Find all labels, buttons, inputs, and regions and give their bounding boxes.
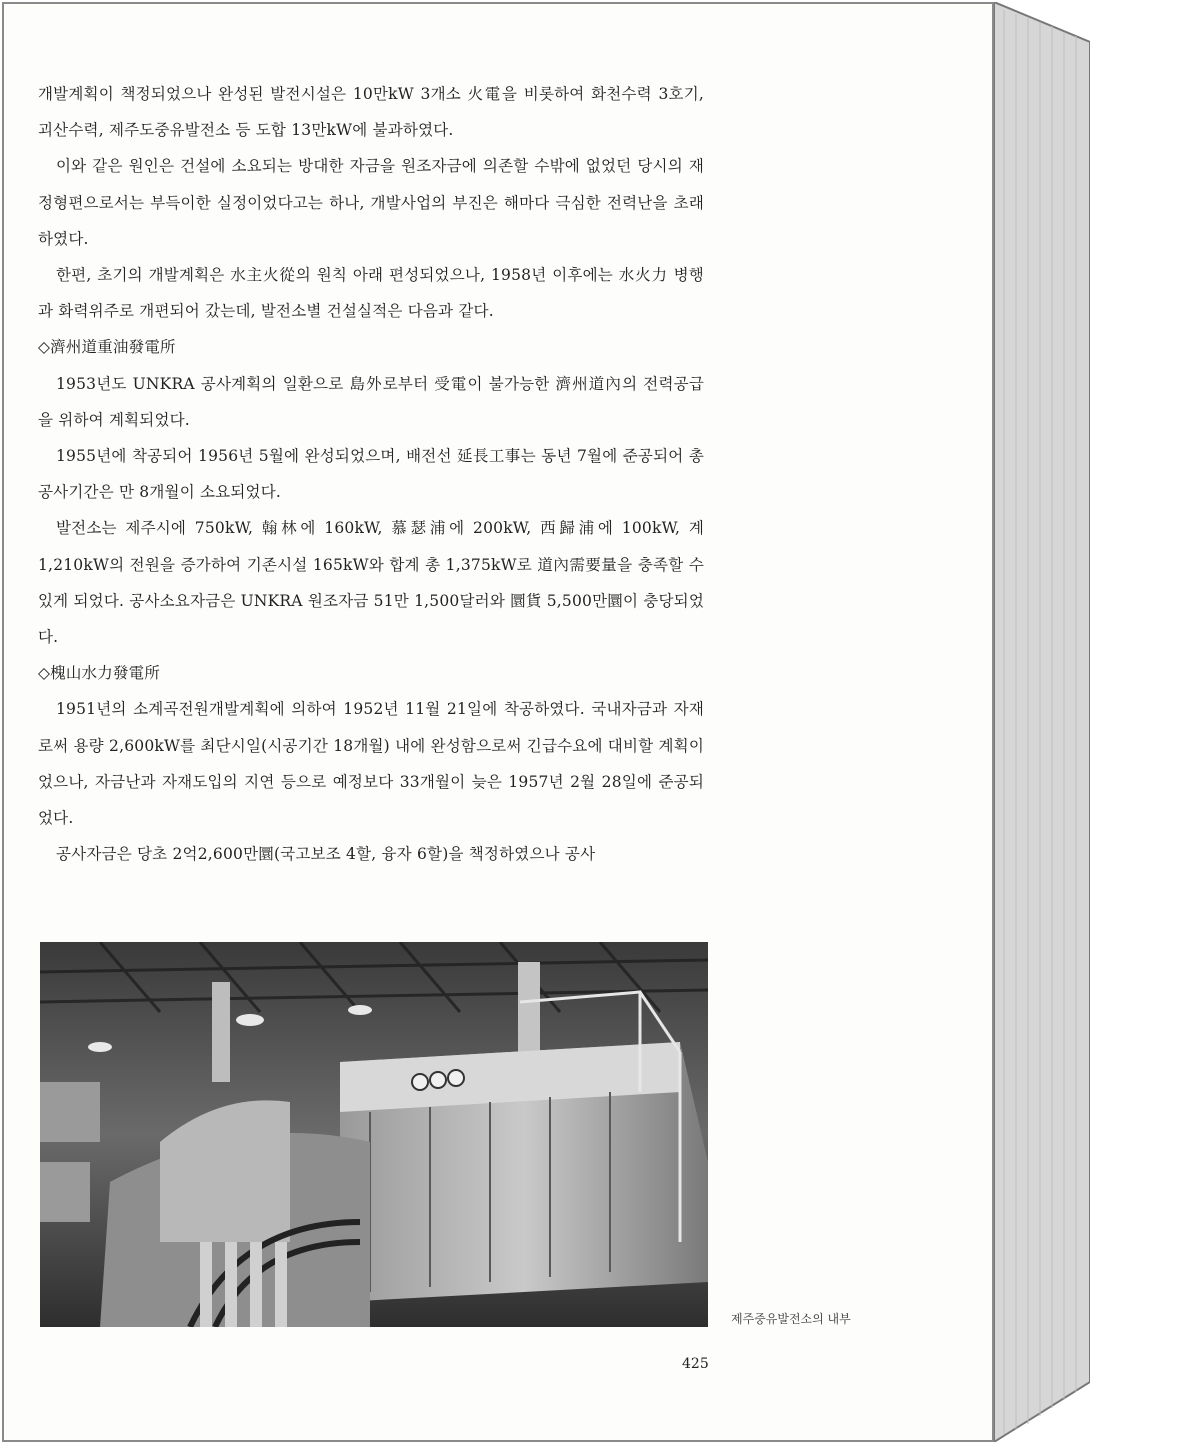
book-page xyxy=(2,2,994,1442)
book-page-edges xyxy=(994,2,1090,1442)
paragraph-2: 이와 같은 원인은 건설에 소요되는 방대한 자금을 원조자금에 의존할 수밖에 없었던 당시의 재정형편으로서는 부득이한 실정이었다고는 하나, 개발사업의 부진은 해마다 극심한 전력난을 초래하였다. xyxy=(38,157,704,248)
power-plant-interior-photo xyxy=(40,942,708,1327)
body-text xyxy=(38,76,704,872)
paragraph-7: 1951년의 소계곡전원개발계획에 의하여 1952년 11월 21일에 착공하였다. 국내자금과 자재로써 용량 2,600kW를 최단시일(시공기간 18개월) 내에 완성함으로써 긴급수요에 대비할 계획이었으나, 자금난과 자재도입의 지연 등으로 예정보다 33개월이 늦은 1957년 2월 28일에 준공되었다. xyxy=(38,700,704,828)
paragraph-8: 공사자금은 당초 2억2,600만圜(국고보조 4할, 융자 6할)을 책정하였으나 공사 xyxy=(56,845,596,864)
paragraph-4: 1953년도 UNKRA 공사계획의 일환으로 島外로부터 受電이 불가능한 濟州道內의 전력공급을 위하여 계획되었다. xyxy=(38,374,704,429)
section-heading-jeju: ◇濟州道重油發電所 xyxy=(38,338,176,357)
paragraph-5: 1955년에 착공되어 1956년 5월에 완성되었으며, 배전선 延長工事는 동년 7월에 준공되어 총공사기간은 만 8개월이 소요되었다. xyxy=(38,447,704,502)
section-heading-goesan: ◇槐山水力發電所 xyxy=(38,664,161,683)
photo-illustration xyxy=(40,942,708,1327)
paragraph-6: 발전소는 제주시에 750kW, 翰林에 160kW, 慕瑟浦에 200kW, 西歸浦에 100kW, 계 1,210kW의 전원을 증가하여 기존시설 165kW와 합계 총 1,375kW로 道內需要量을 충족할 수 있게 되었다. 공사소요자금은 UNKRA 원조자금 51만 1,500달러와 圜貨 5,500만圜이 충당되었다. xyxy=(38,519,704,647)
paragraph-3: 한편, 초기의 개발계획은 水主火從의 원칙 아래 편성되었으나, 1958년 이후에는 水火力 병행과 화력위주로 개편되어 갔는데, 발전소별 건설실적은 다음과 같다. xyxy=(38,266,704,321)
photo-caption: 제주중유발전소의 내부 xyxy=(731,1312,851,1326)
page-number: 425 xyxy=(682,1356,709,1372)
paragraph-1: 개발계획이 책정되었으나 완성된 발전시설은 10만kW 3개소 火電을 비롯하여 화천수력 3호기, 괴산수력, 제주도중유발전소 등 도합 13만kW에 불과하였다. xyxy=(38,85,704,140)
